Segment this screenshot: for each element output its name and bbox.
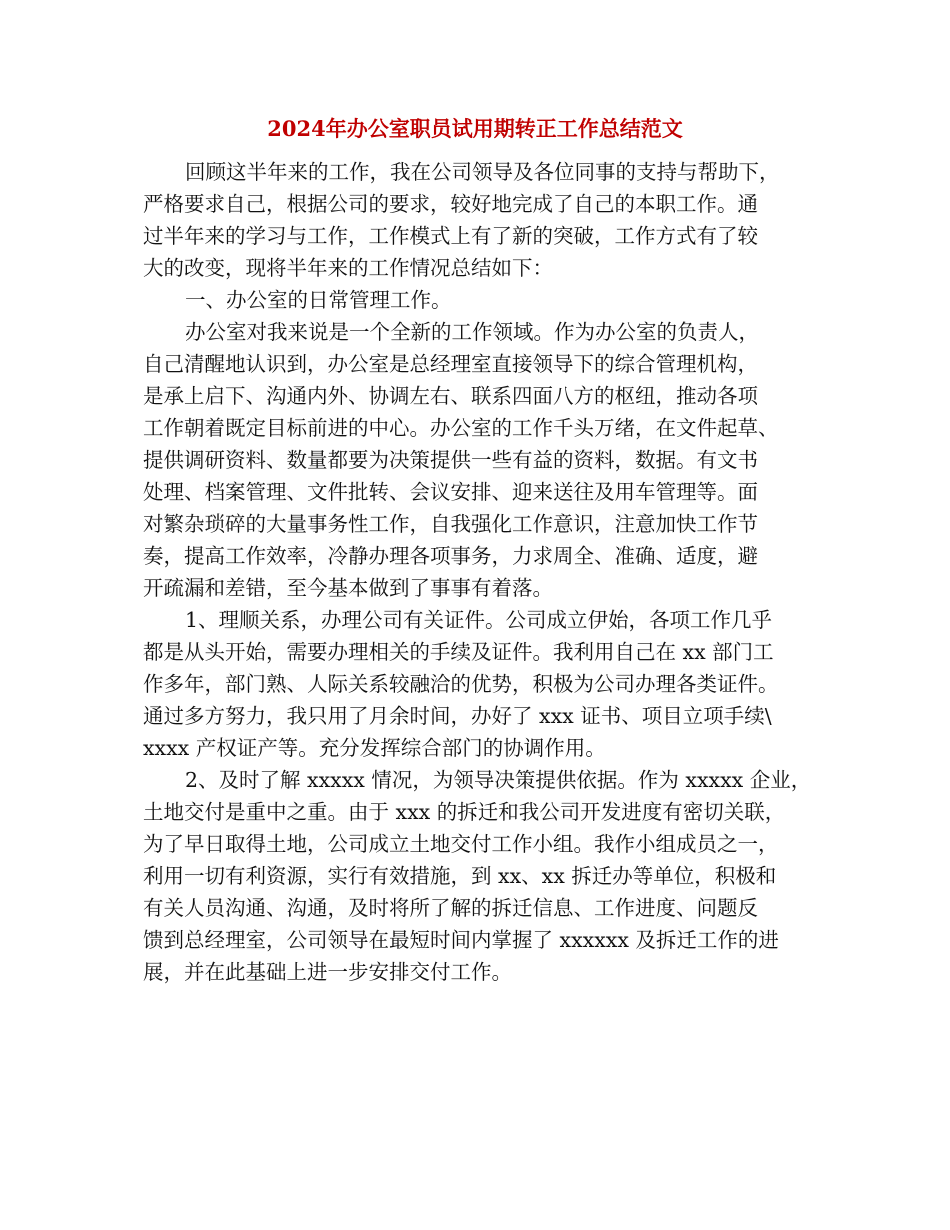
text-line: 1、理顺关系，办理公司有关证件。公司成立伊始，各项工作几乎 bbox=[185, 608, 773, 632]
text-line: 过半年来的学习与工作，工作模式上有了新的突破，工作方式有了较 bbox=[143, 224, 758, 248]
text-line: 利用一切有利资源，实行有效措施，到 xx、xx 拆迁办等单位，积极和 bbox=[143, 864, 777, 888]
text-line: 自己清醒地认识到，办公室是总经理室直接领导下的综合管理机构， bbox=[143, 352, 758, 376]
document-title: 2024年办公室职员试用期转正工作总结范文 bbox=[267, 116, 683, 141]
text-line: 大的改变，现将半年来的工作情况总结如下： bbox=[143, 256, 553, 280]
text-line: 土地交付是重中之重。由于 xxx 的拆迁和我公司开发进度有密切关联， bbox=[143, 800, 786, 824]
text-line: 工作朝着既定目标前进的中心。办公室的工作千头万绪，在文件起草、 bbox=[143, 416, 779, 440]
text-line: 一、办公室的日常管理工作。 bbox=[185, 288, 452, 312]
text-line: 为了早日取得土地，公司成立土地交付工作小组。我作小组成员之一， bbox=[143, 832, 779, 856]
text-line: 提供调研资料、数量都要为决策提供一些有益的资料，数据。有文书 bbox=[143, 448, 758, 472]
text-line: 对繁杂琐碎的大量事务性工作，自我强化工作意识，注意加快工作节 bbox=[143, 512, 758, 536]
text-line: 展，并在此基础上进一步安排交付工作。 bbox=[143, 960, 512, 984]
document-body bbox=[143, 156, 812, 988]
text-line: 开疏漏和差错，至今基本做到了事事有着落。 bbox=[143, 576, 553, 600]
text-line: 处理、档案管理、文件批转、会议安排、迎来送往及用车管理等。面 bbox=[143, 480, 758, 504]
text-line: 严格要求自己，根据公司的要求，较好地完成了自己的本职工作。通 bbox=[143, 192, 758, 216]
text-line: 2、及时了解 xxxxx 情况，为领导决策提供依据。作为 xxxxx 企业， bbox=[185, 768, 812, 792]
text-line: 办公室对我来说是一个全新的工作领域。作为办公室的负责人， bbox=[185, 320, 759, 344]
text-line: 通过多方努力，我只用了月余时间，办好了 xxx 证书、项目立项手续\ bbox=[143, 704, 772, 728]
text-line: 都是从头开始，需要办理相关的手续及证件。我利用自己在 xx 部门工 bbox=[143, 640, 774, 664]
text-line: 回顾这半年来的工作，我在公司领导及各位同事的支持与帮助下， bbox=[185, 160, 780, 184]
text-line: 是承上启下、沟通内外、协调左右、联系四面八方的枢纽，推动各项 bbox=[143, 384, 758, 408]
text-line: 奏，提高工作效率，冷静办理各项事务，力求周全、准确、适度，避 bbox=[143, 544, 758, 568]
text-line: xxxx 产权证产等。充分发挥综合部门的协调作用。 bbox=[143, 736, 606, 760]
text-line: 有关人员沟通、沟通，及时将所了解的拆迁信息、工作进度、问题反 bbox=[143, 896, 758, 920]
text-line: 作多年，部门熟、人际关系较融洽的优势，积极为公司办理各类证件。 bbox=[143, 672, 779, 696]
text-line: 馈到总经理室，公司领导在最短时间内掌握了 xxxxxx 及拆迁工作的进 bbox=[143, 928, 779, 952]
